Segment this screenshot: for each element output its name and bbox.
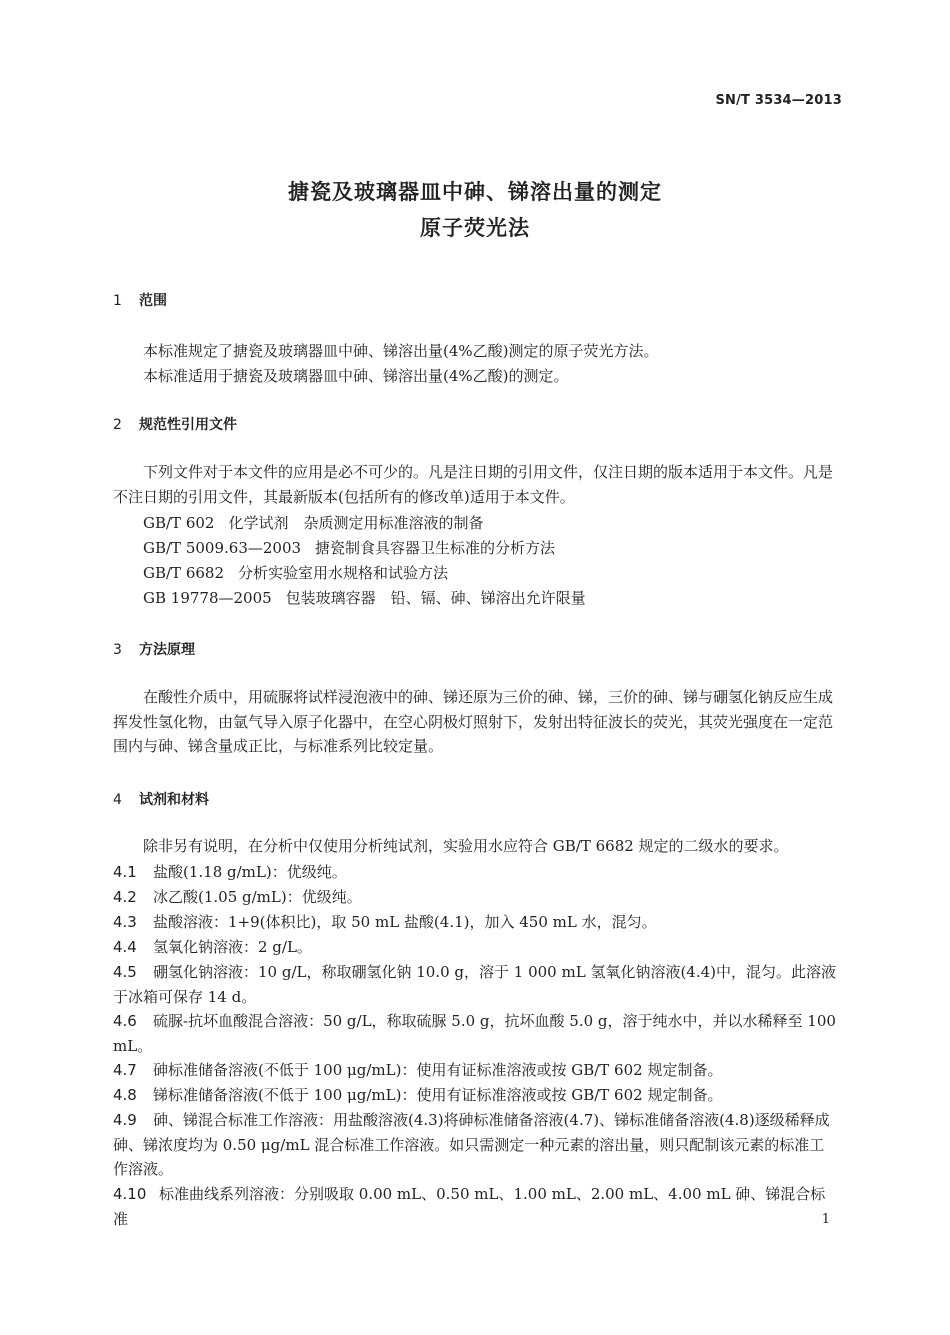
item-text: 砷标准储备溶液(不低于 100 μg/mL)：使用有证标准溶液或按 GB/T 602 规定制备。 [153,1061,723,1079]
scope-line-2: 本标准适用于搪瓷及玻璃器皿中砷、锑溶出量(4%乙酸)的测定。 [143,367,569,385]
section-title: 方法原理 [139,642,195,658]
section-heading-reagents [113,789,209,809]
page-number: 1 [821,1212,830,1227]
item-text: 盐酸溶液：1+9(体积比)，取 50 mL 盐酸(4.1)，加入 450 mL 水，混匀。 [153,913,657,931]
item-number: 4.8 [113,1086,137,1104]
reference-item [143,562,448,583]
reference-item [143,537,555,558]
section-heading-normative-references [113,414,237,434]
reagent-item [113,860,838,885]
item-number: 4.6 [113,1012,137,1030]
section-number: 4 [113,792,122,808]
reference-code: GB/T 6682 [143,564,225,582]
section-title: 范围 [139,293,167,309]
reference-item [143,512,483,533]
reference-title: 包装玻璃容器 铅、镉、砷、锑溶出允许限量 [285,589,586,607]
reference-title: 搪瓷制食具容器卫生标准的分析方法 [315,539,556,557]
document-title: 搪瓷及玻璃器皿中砷、锑溶出量的测定 [288,180,662,204]
reagent-item [113,1108,838,1182]
section-number: 1 [113,293,122,309]
item-number: 4.7 [113,1061,137,1079]
item-text: 标准曲线系列溶液：分别吸取 0.00 mL、0.50 mL、1.00 mL、2.00 mL、4.00 mL 砷、锑混合标准 [113,1185,826,1228]
item-number: 4.4 [113,938,137,956]
reference-title: 化学试剂 杂质测定用标准溶液的制备 [228,514,484,532]
item-text: 砷、锑混合标准工作溶液：用盐酸溶液(4.3)将砷标准储备溶液(4.7)、锑标准储备溶液(4.8)逐级稀释成砷、锑浓度均为 0.50 μg/mL 混合标准工作溶液。如只需测定一种元素的溶出量，则只配制该元素的标准工作溶液。 [113,1111,830,1179]
section-title: 规范性引用文件 [139,417,237,433]
item-text: 锑标准储备溶液(不低于 100 μg/mL)：使用有证标准溶液或按 GB/T 602 规定制备。 [153,1086,723,1104]
item-number: 4.9 [113,1111,137,1129]
item-number: 4.5 [113,963,137,981]
principle-paragraph: 在酸性介质中，用硫脲将试样浸泡液中的砷、锑还原为三价的砷、锑，三价的砷、锑与硼氢化钠反应生成挥发性氢化物，由氩气导入原子化器中，在空心阴极灯照射下，发射出特征波长的荧光，其荧光强度在一定范围内与砷、锑含量成正比，与标准系列比较定量。 [113,688,834,756]
section-number: 2 [113,417,122,433]
reagent-item [113,1058,838,1083]
references-paragraph: 下列文件对于本文件的应用是必不可少的。凡是注日期的引用文件，仅注日期的版本适用于本文件。凡是不注日期的引用文件，其最新版本(包括所有的修改单)适用于本文件。 [113,463,834,506]
reference-title: 分析实验室用水规格和试验方法 [238,564,449,582]
item-text: 硼氢化钠溶液：10 g/L，称取硼氢化钠 10.0 g，溶于 1 000 mL 氢氧化钠溶液(4.4)中，混匀。此溶液于冰箱可保存 14 d。 [113,963,837,1006]
item-text: 氢氧化钠溶液：2 g/L。 [153,938,312,956]
item-number: 4.2 [113,888,137,906]
reagent-item [113,935,838,960]
reagent-item [113,1182,838,1231]
document-subtitle: 原子荧光法 [420,216,530,240]
reagent-item [113,885,838,910]
reagent-item [113,1083,838,1108]
item-text: 硫脲-抗坏血酸混合溶液：50 g/L，称取硫脲 5.0 g，抗坏血酸 5.0 g，溶于纯水中，并以水稀释至 100 mL。 [113,1012,836,1055]
section-heading-scope [113,290,167,310]
reagent-item [113,910,838,935]
scope-line-1: 本标准规定了搪瓷及玻璃器皿中砷、锑溶出量(4%乙酸)测定的原子荧光方法。 [143,342,659,360]
reagent-item [113,1009,838,1058]
section-title: 试剂和材料 [139,792,209,808]
item-number: 4.3 [113,913,137,931]
section-number: 3 [113,642,122,658]
reagent-item [113,960,838,1009]
reference-code: GB 19778—2005 [143,589,272,607]
reference-code: GB/T 5009.63—2003 [143,539,302,557]
standard-code: SN/T 3534—2013 [715,93,842,108]
item-text: 盐酸(1.18 g/mL)：优级纯。 [153,863,347,881]
reference-code: GB/T 602 [143,514,215,532]
section-heading-principle [113,639,195,659]
item-number: 4.10 [113,1185,147,1203]
reference-item [143,587,586,608]
item-text: 冰乙酸(1.05 g/mL)：优级纯。 [153,888,362,906]
reagents-intro: 除非另有说明，在分析中仅使用分析纯试剂，实验用水应符合 GB/T 6682 规定的二级水的要求。 [143,837,789,855]
item-number: 4.1 [113,863,137,881]
